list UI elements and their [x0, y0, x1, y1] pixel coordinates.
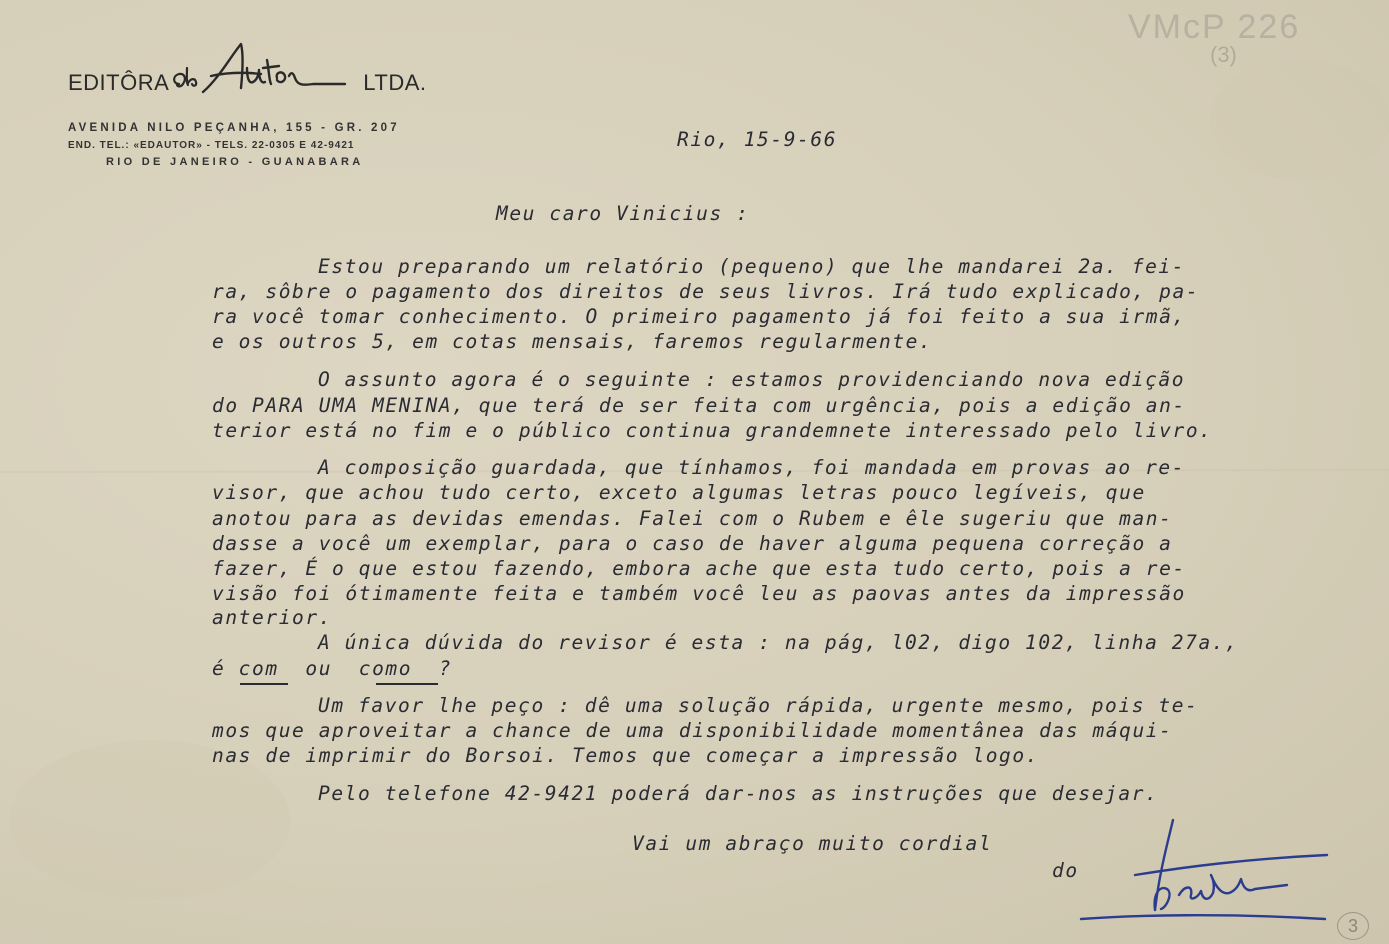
- letterhead: [68, 38, 427, 171]
- underline-com: [240, 683, 288, 685]
- salutation: Meu caro Vinicius :: [496, 202, 750, 225]
- body-line: ra você tomar conhecimento. O primeiro pagamento já foi feito a sua irmã,: [212, 305, 1186, 328]
- body-line: terior está no fim e o público continua grandemnete interessado pelo livro.: [212, 419, 1213, 442]
- body-line: e os outros 5, em cotas mensais, faremos regularmente.: [212, 330, 933, 353]
- body-line: dasse a você um exemplar, para o caso de haver alguma pequena correção a: [212, 532, 1173, 555]
- company-address: [68, 120, 427, 171]
- body-line: A única dúvida do revisor é esta : na pág, l02, digo 102, linha 27a.,: [318, 631, 1239, 654]
- body-line: mos que aproveitar a chance de uma disponibilidade momentânea das máqui-: [212, 719, 1173, 742]
- body-line: A composição guardada, que tínhamos, foi mandada em provas ao re-: [318, 456, 1186, 479]
- body-line: Estou preparando um relatório (pequeno) que lhe mandarei 2a. fei-: [318, 255, 1186, 278]
- logo-text: do Autor: [175, 96, 184, 97]
- signature: [1075, 815, 1335, 925]
- underline-como: [376, 683, 438, 685]
- address-line-1: AVENIDA NILO PEÇANHA, 155 - GR. 207: [68, 122, 400, 134]
- body-line: anotou para as devidas emendas. Falei com o Rubem e êle sugeriu que man-: [212, 507, 1173, 530]
- body-line: O assunto agora é o seguinte : estamos providenciando nova edição: [318, 368, 1186, 391]
- body-line: visor, que achou tudo certo, exceto algumas letras pouco legíveis, que: [212, 481, 1146, 504]
- letter-date: Rio, 15-9-66: [677, 128, 838, 151]
- archive-reference: VMcP 226: [1128, 8, 1301, 46]
- editora-do-autor-logo: [169, 38, 359, 100]
- body-line: fazer, É o que estou fazendo, embora ache que esta tudo certo, pois a re-: [212, 557, 1186, 580]
- body-line: é com ou como ?: [212, 657, 453, 680]
- body-line: do PARA UMA MENINA, que terá de ser feita com urgência, pois a edição an-: [212, 394, 1186, 417]
- address-line-3: RIO DE JANEIRO - GUANABARA: [106, 156, 364, 168]
- company-prefix: EDITÔRA: [68, 70, 170, 95]
- closing: Vai um abraço muito cordial: [632, 832, 993, 855]
- address-line-2: END. TEL.: «EDAUTOR» - TELS. 22-0305 E 42-9421: [68, 140, 355, 151]
- page-number: 3: [1337, 912, 1369, 940]
- company-name: [68, 38, 427, 100]
- archive-subnumber: (3): [1210, 42, 1237, 67]
- body-line: Pelo telefone 42-9421 poderá dar-nos as instruções que desejar.: [318, 782, 1159, 805]
- body-line: ra, sôbre o pagamento dos direitos de seus livros. Irá tudo explicado, pa-: [212, 280, 1200, 303]
- body-line: Um favor lhe peço : dê uma solução rápida, urgente mesmo, pois te-: [318, 694, 1199, 717]
- body-line: anterior.: [212, 606, 333, 629]
- body-line: nas de imprimir do Borsoi. Temos que começar a impressão logo.: [212, 744, 1040, 767]
- body-line: visão foi ótimamente feita e também você leu as paovas antes da impressão: [212, 582, 1186, 605]
- closing-from: do: [1052, 859, 1079, 882]
- company-suffix: LTDA.: [363, 70, 427, 95]
